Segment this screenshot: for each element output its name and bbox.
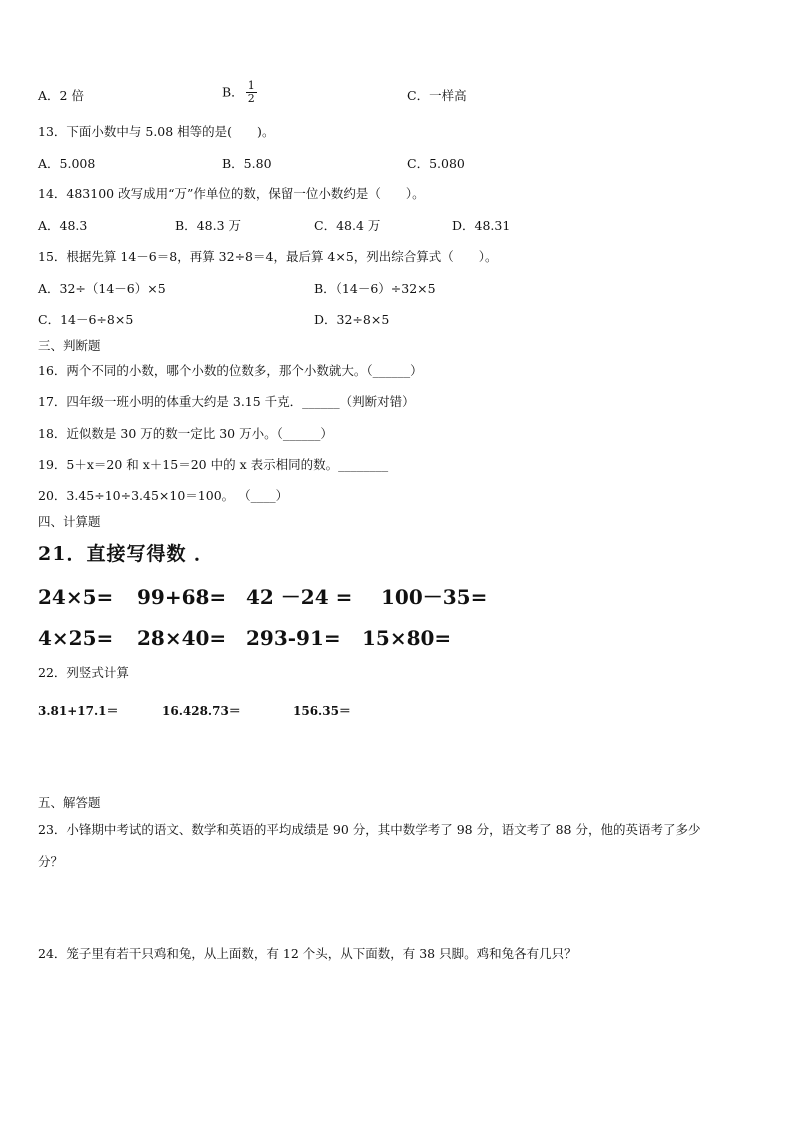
q13-option-b: B．5.80 — [222, 156, 272, 171]
fraction-numerator: 1 — [247, 79, 255, 92]
fraction-one-half — [246, 80, 257, 105]
q22-heading: 22．列竖式计算 — [38, 665, 129, 680]
q23-line1: 23．小锋期中考试的语文、数学和英语的平均成绩是 90 分，其中数学考了 98 分，语文考了 88 分，他的英语考了多少 — [38, 822, 701, 837]
q15-option-d: D．32÷8×5 — [314, 312, 390, 327]
q21-item: 4×25= — [38, 626, 114, 650]
q24: 24．笼子里有若干只鸡和兔，从上面数，有 12 个头，从下面数，有 38 只脚。鸡和兔各有几只？ — [38, 946, 577, 961]
q14-option-a: A．48.3 — [38, 218, 88, 233]
q21-item: 99+68= — [137, 585, 227, 609]
q17: 17．四年级一班小明的体重大约是 3.15 千克．______（判断对错） — [38, 394, 415, 409]
q13-option-c: C．5.080 — [407, 156, 465, 171]
q15-option-a: A．32÷（14－6）×5 — [38, 281, 166, 296]
q16: 16．两个不同的小数，哪个小数的位数多，那个小数就大。（______） — [38, 363, 423, 378]
q15-stem: 15．根据先算 14－6＝8，再算 32÷8＝4，最后算 4×5，列出综合算式（ ）。 — [38, 249, 498, 264]
q21-item: 24×5= — [38, 585, 114, 609]
q13-option-a: A．5.008 — [38, 156, 96, 171]
section-heading-word-problems: 五、解答题 — [38, 795, 101, 810]
q14-stem: 14．483100 改写成用“万”作单位的数，保留一位小数约是（ ）。 — [38, 186, 425, 201]
q23-line2: 分？ — [38, 854, 64, 869]
q13-stem: 13．下面小数中与 5.08 相等的是( )。 — [38, 124, 275, 139]
q21-item: 100－35= — [381, 585, 488, 609]
fraction-denominator: 2 — [247, 92, 255, 106]
q20: 20．3.45÷10÷3.45×10＝100。 （____） — [38, 488, 289, 503]
q21-item: 15×80= — [362, 626, 452, 650]
q12-option-b-label: B． — [222, 84, 244, 100]
q14-option-d: D．48.31 — [452, 218, 511, 233]
q15-option-b: B．（14－6）÷32×5 — [314, 281, 436, 296]
q21-item: 42 －24 = — [246, 585, 353, 609]
q21-item: 28×40= — [137, 626, 227, 650]
q22-item: 3.81+17.1＝ — [38, 704, 119, 718]
q22-item: 156.35＝ — [293, 704, 351, 718]
q12-option-b — [222, 80, 257, 105]
q14-option-b: B．48.3 万 — [175, 218, 241, 233]
q19: 19．5＋x＝20 和 x＋15＝20 中的 x 表示相同的数。________ — [38, 457, 389, 472]
q22-item: 16.428.73＝ — [162, 704, 241, 718]
q12-option-a: A．2 倍 — [38, 88, 84, 103]
q14-option-c: C．48.4 万 — [314, 218, 381, 233]
q15-option-c: C．14－6÷8×5 — [38, 312, 134, 327]
q21-heading: 21．直接写得数 ． — [38, 543, 215, 565]
q21-item: 293-91= — [246, 626, 341, 650]
q12-option-c: C．一样高 — [407, 88, 467, 103]
q18: 18．近似数是 30 万的数一定比 30 万小。（______） — [38, 426, 333, 441]
section-heading-calculation: 四、计算题 — [38, 514, 101, 529]
section-heading-judgment: 三、判断题 — [38, 338, 101, 353]
